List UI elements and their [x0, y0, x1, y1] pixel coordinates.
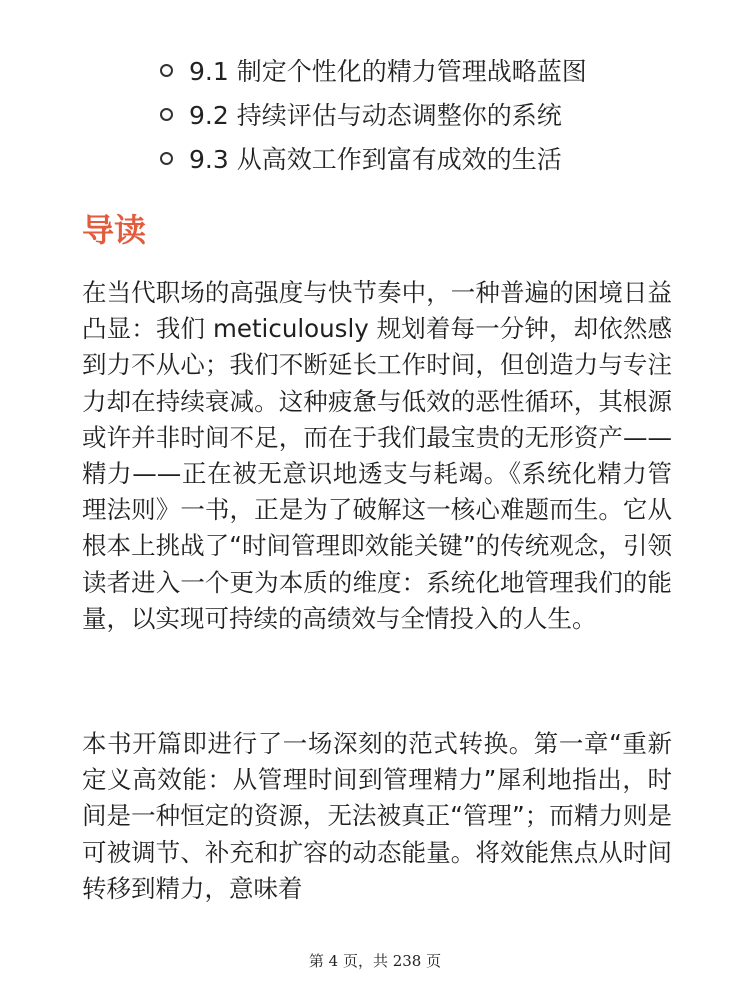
- table-of-contents: [160, 48, 587, 180]
- page-number-footer: 第 4 页，共 238 页: [308, 952, 442, 970]
- toc-item[interactable]: [160, 92, 587, 136]
- toc-item-label: 9.3 从高效工作到富有成效的生活: [189, 145, 562, 174]
- circle-bullet-icon: [160, 152, 173, 165]
- circle-bullet-icon: [160, 108, 173, 121]
- toc-item-label: 9.1 制定个性化的精力管理战略蓝图: [189, 57, 587, 86]
- toc-item-label: 9.2 持续评估与动态调整你的系统: [189, 101, 562, 130]
- circle-bullet-icon: [160, 64, 173, 77]
- toc-item[interactable]: [160, 136, 587, 180]
- body-paragraph: 本书开篇即进行了一场深刻的范式转换。第一章“重新定义高效能：从管理时间到管理精力”犀利地指出，时间是一种恒定的资源，无法被真正“管理”；而精力则是可被调节、补充和扩容的动态能量。将效能焦点从时间转移到精力，意味着: [82, 729, 672, 903]
- section-heading: 导读: [82, 211, 147, 249]
- body-paragraph: 在当代职场的高强度与快节奏中，一种普遍的困境日益凸显：我们 meticulously 规划着每一分钟，却依然感到力不从心；我们不断延长工作时间，但创造力与专注力却在持续衰减。这种疲惫与低效的恶性循环，其根源或许并非时间不足，而在于我们最宝贵的无形资产——精力——正在被无意识地透支与耗竭。《系统化精力管理法则》一书，正是为了破解这一核心难题而生。它从根本上挑战了“时间管理即效能关键”的传统观念，引领读者进入一个更为本质的维度：系统化地管理我们的能量，以实现可持续的高绩效与全情投入的人生。: [82, 278, 672, 633]
- toc-item[interactable]: [160, 48, 587, 92]
